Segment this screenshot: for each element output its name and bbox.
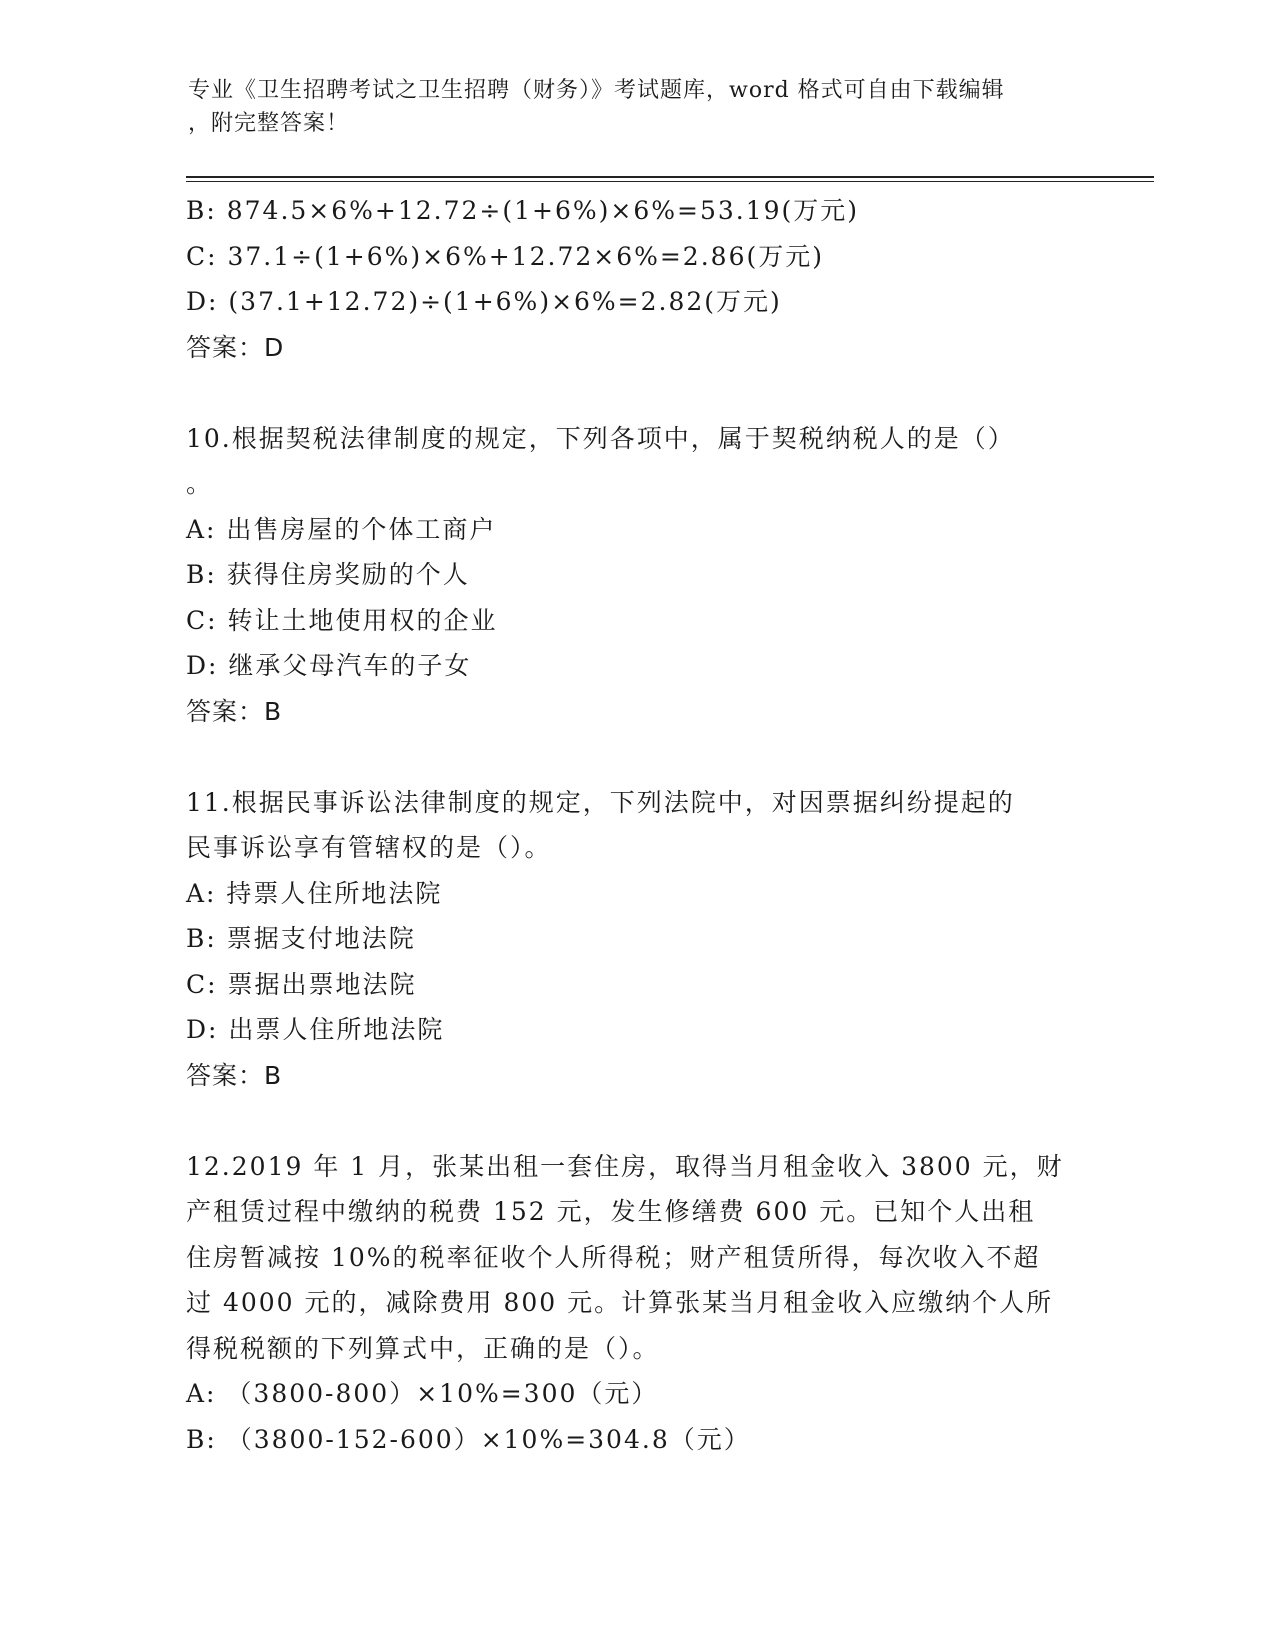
- q11-stem-line-1: 11.根据民事诉讼法律制度的规定，下列法院中，对因票据纠纷提起的: [186, 787, 1015, 817]
- q12-stem-line-5: 得税税额的下列算式中，正确的是（）。: [186, 1333, 660, 1363]
- spacer: [186, 370, 1086, 416]
- q12-option-a: A: （3800-800）×10%=300（元）: [186, 1379, 659, 1408]
- q10-option-a: A: 出售房屋的个体工商户: [186, 514, 497, 544]
- q9-option-d: D: (37.1+12.72)÷(1+6%)×6%=2.82(万元): [186, 287, 782, 316]
- spacer: [186, 1098, 1086, 1144]
- q12-stem-line-2: 产租赁过程中缴纳的税费 152 元，发生修缮费 600 元。已知个人出租: [186, 1197, 1036, 1226]
- q11-answer: 答案：B: [186, 1060, 283, 1090]
- q9-option-c: C: 37.1÷(1+6%)×6%+12.72×6%=2.86(万元): [186, 241, 824, 271]
- header-divider-thick: [186, 176, 1154, 178]
- header-line-1: 专业《卫生招聘考试之卫生招聘（财务）》考试题库，word 格式可自由下载编辑: [188, 78, 1005, 103]
- q10-option-b: B: 获得住房奖励的个人: [186, 560, 470, 589]
- q11-stem-line-2: 民事诉讼享有管辖权的是（）。: [186, 833, 552, 862]
- q12-stem-line-1: 12.2019 年 1 月，张某出租一套住房，取得当月租金收入 3800 元，财: [186, 1151, 1064, 1181]
- q11-option-d: D: 出票人住所地法院: [186, 1015, 445, 1044]
- q11-option-c: C: 票据出票地法院: [186, 969, 417, 999]
- q10-answer: 答案：B: [186, 696, 283, 726]
- question-content: [186, 188, 1086, 1462]
- q12-stem-line-3: 住房暂减按 10%的税率征收个人所得税；财产租赁所得，每次收入不超: [186, 1242, 1041, 1272]
- header-divider-thin: [186, 181, 1154, 182]
- q9-answer: 答案：D: [186, 332, 285, 362]
- q10-option-d: D: 继承父母汽车的子女: [186, 651, 472, 680]
- header-line-2: ，附完整答案！: [188, 111, 350, 136]
- q12-stem-line-4: 过 4000 元的，减除费用 800 元。计算张某当月租金收入应缴纳个人所: [186, 1288, 1054, 1317]
- q11-option-a: A: 持票人住所地法院: [186, 878, 443, 908]
- q9-option-b: B: 874.5×6%+12.72÷(1+6%)×6%=53.19(万元): [186, 196, 860, 225]
- spacer: [186, 734, 1086, 780]
- q10-option-c: C: 转让土地使用权的企业: [186, 605, 498, 635]
- document-header: [188, 74, 1068, 140]
- q11-option-b: B: 票据支付地法院: [186, 924, 416, 953]
- q10-stem-line-2: 。: [186, 469, 214, 498]
- q12-option-b: B: （3800-152-600）×10%=304.8（元）: [186, 1424, 751, 1454]
- q10-stem-line-1: 10.根据契税法律制度的规定，下列各项中，属于契税纳税人的是（）: [186, 423, 1015, 453]
